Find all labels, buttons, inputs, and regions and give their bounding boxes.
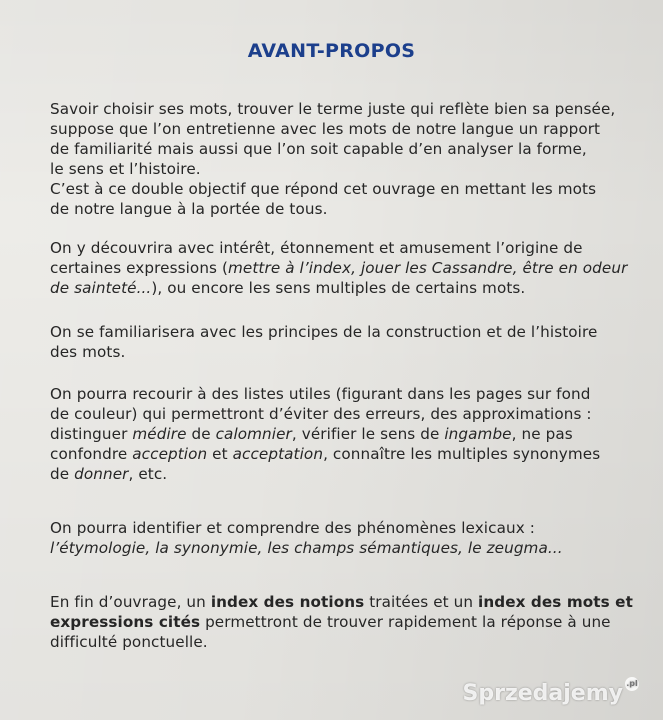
- text-segment: En fin d’ouvrage, un: [50, 593, 211, 611]
- paragraph-expressions: [50, 238, 628, 298]
- text-segment: de: [186, 425, 216, 443]
- text-line: Savoir choisir ses mots, trouver le terme juste qui reflète bien sa pensée,: [50, 100, 616, 118]
- italic-examples: l’étymologie, la synonymie, les champs sémantiques, le zeugma...: [50, 539, 563, 557]
- text-segment: permettront de trouver rapidement la réponse à une: [200, 613, 611, 631]
- text-segment: distinguer: [50, 425, 133, 443]
- text-line: de couleur) qui permettront d’éviter des erreurs, des approximations :: [50, 405, 592, 423]
- text-line: C’est à ce double objectif que répond cet ouvrage en mettant les mots: [50, 180, 597, 198]
- text-line: de notre langue à la portée de tous.: [50, 200, 328, 218]
- paragraph-index: [50, 592, 633, 652]
- text-line: [50, 444, 618, 464]
- text-line: [50, 538, 618, 558]
- italic-word: ingambe: [444, 425, 512, 443]
- italic-examples: mettre à l’index, jouer les Cassandre, être en odeur: [228, 259, 628, 277]
- paragraph-construction: [50, 322, 618, 362]
- watermark-logo: [463, 681, 640, 706]
- text-line: [50, 278, 618, 298]
- text-line: des mots.: [50, 343, 126, 361]
- italic-word: calomnier: [215, 425, 292, 443]
- watermark-text: Sprzedajemy: [462, 681, 623, 706]
- text-line: On se familiarisera avec les principes de la construction et de l’histoire: [50, 323, 598, 341]
- bold-term: expressions cités: [50, 613, 201, 631]
- paragraph-lists: [50, 384, 618, 484]
- italic-word: acception: [132, 445, 208, 463]
- text-segment: , ne pas: [511, 425, 573, 443]
- text-segment: ), ou encore les sens multiples de certains mots.: [151, 279, 526, 297]
- italic-word: donner: [74, 465, 129, 483]
- text-line: difficulté ponctuelle.: [50, 633, 208, 651]
- italic-examples: de sainteté...: [50, 279, 152, 297]
- text-segment: de: [50, 465, 75, 483]
- paragraph-intro: [50, 99, 618, 219]
- text-segment: confondre: [50, 445, 133, 463]
- text-line: de familiarité mais aussi que l’on soit capable d’en analyser la forme,: [50, 140, 587, 158]
- text-line: [50, 258, 628, 278]
- text-line: [50, 464, 618, 484]
- text-segment: traitées et un: [364, 593, 479, 611]
- watermark-dot-badge: .pl: [625, 677, 639, 691]
- paragraph-phenomena: [50, 518, 618, 558]
- bold-term: index des notions: [210, 593, 365, 611]
- text-line: On pourra identifier et comprendre des phénomènes lexicaux :: [50, 519, 535, 537]
- text-line: [50, 612, 618, 632]
- text-line: On pourra recourir à des listes utiles (figurant dans les pages sur fond: [50, 385, 591, 403]
- text-segment: certaines expressions (: [50, 259, 229, 277]
- text-line: [50, 424, 618, 444]
- italic-word: médire: [132, 425, 187, 443]
- text-line: le sens et l’histoire.: [50, 160, 201, 178]
- text-segment: et: [207, 445, 233, 463]
- text-segment: , vérifier le sens de: [291, 425, 445, 443]
- text-line: [50, 592, 633, 612]
- text-segment: , etc.: [128, 465, 168, 483]
- italic-word: acceptation: [232, 445, 324, 463]
- text-segment: , connaître les multiples synonymes: [323, 445, 601, 463]
- text-line: suppose que l’on entretienne avec les mots de notre langue un rapport: [50, 120, 601, 138]
- text-line: On y découvrira avec intérêt, étonnement et amusement l’origine de: [50, 239, 583, 257]
- bold-term: index des mots et: [478, 593, 633, 611]
- page-title: AVANT-PROPOS: [247, 40, 416, 62]
